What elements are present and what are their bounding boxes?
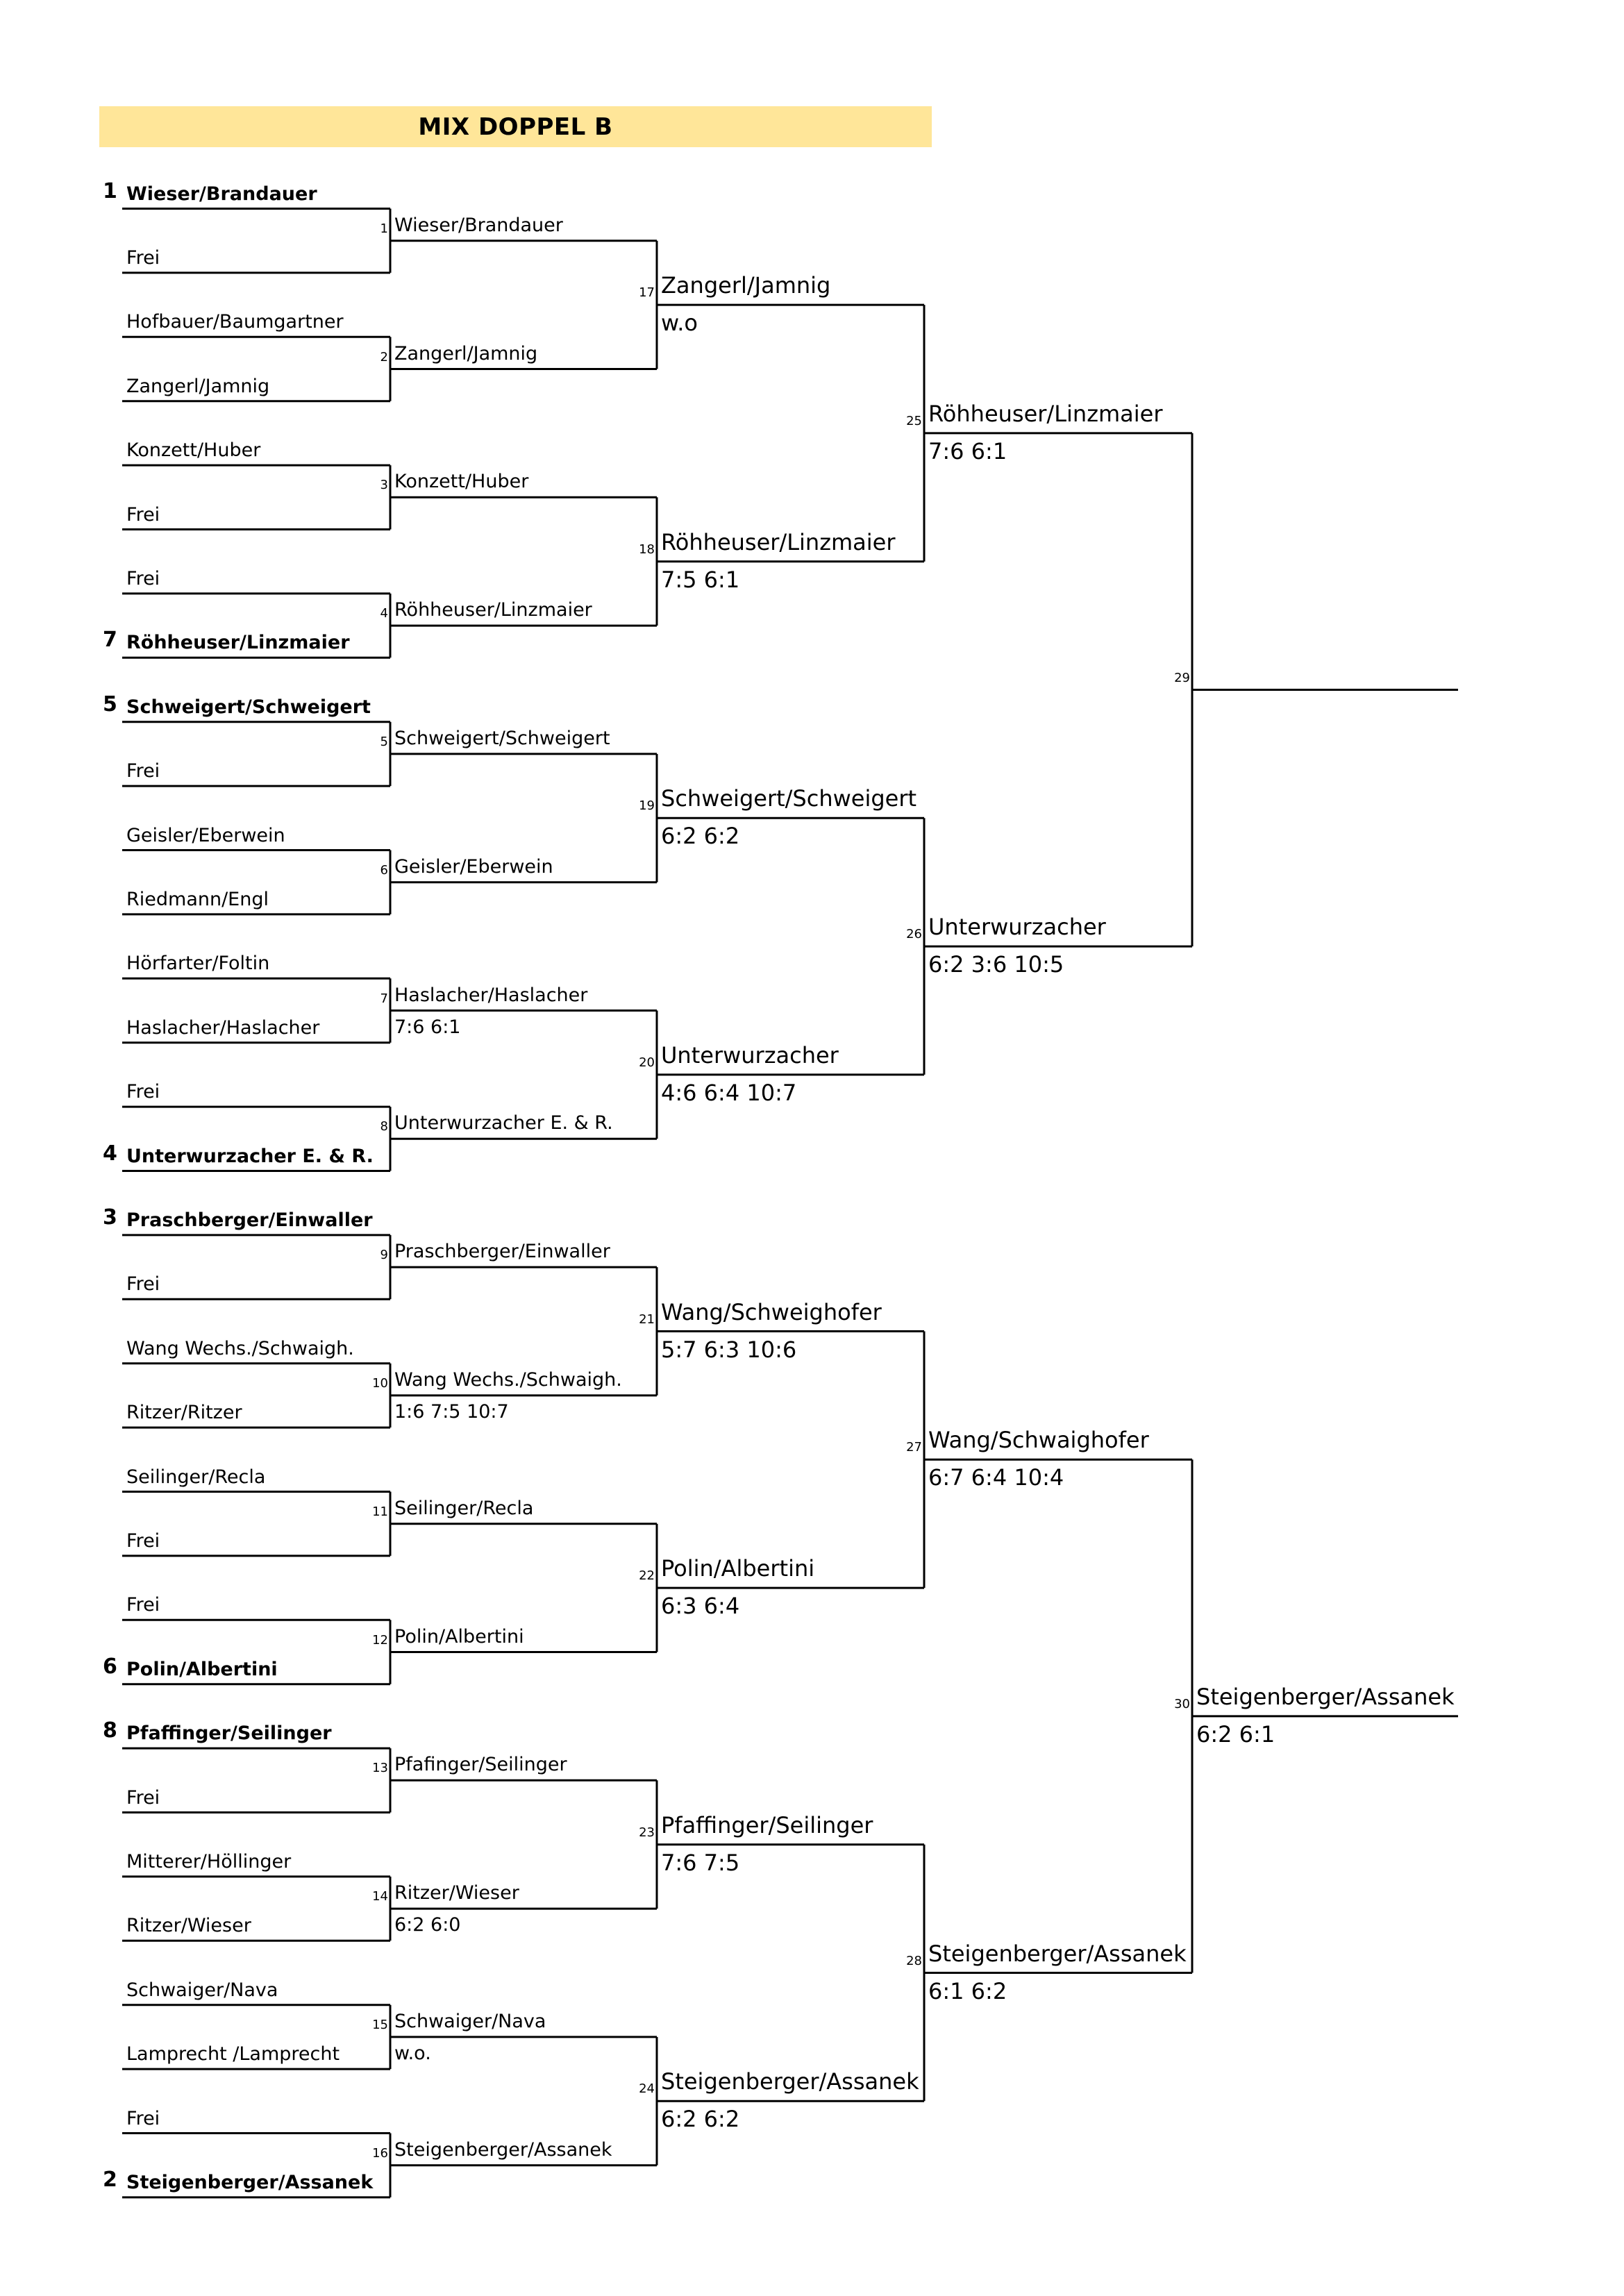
slot-name: Seilinger/Recla	[126, 1466, 266, 1488]
slot-name: Schweigert/Schweigert	[126, 696, 371, 718]
winner-name: Unterwurzacher	[928, 914, 1106, 941]
slot-name: Frei	[126, 1530, 160, 1552]
match-number: 22	[639, 1568, 655, 1584]
slot-name: Frei	[126, 503, 160, 526]
winner-name: Steigenberger/Assanek	[1196, 1683, 1455, 1710]
winner-name: Röhheuser/Linzmaier	[928, 400, 1163, 427]
match-number: 16	[372, 2145, 388, 2161]
winner-name: Polin/Albertini	[661, 1555, 815, 1582]
slot-name: Hofbauer/Baumgartner	[126, 311, 344, 333]
winner-name: Polin/Albertini	[394, 1625, 524, 1648]
winner-name: Schweigert/Schweigert	[394, 727, 610, 749]
match-number: 3	[380, 478, 388, 493]
seed-number: 5	[103, 692, 117, 717]
match-score: w.o	[661, 310, 698, 337]
match-score: 6:2 6:2	[661, 2106, 740, 2133]
match-number: 24	[639, 2081, 655, 2097]
match-score: 4:6 6:4 10:7	[661, 1079, 797, 1106]
winner-name: Pfaffinger/Seilinger	[661, 1811, 873, 1838]
match-number: 27	[906, 1440, 922, 1455]
winner-name: Röhheuser/Linzmaier	[394, 599, 592, 621]
winner-name: Konzett/Huber	[394, 471, 529, 493]
bracket-title: MIX DOPPEL B	[418, 112, 613, 141]
winner-name: Geisler/Eberwein	[394, 855, 553, 878]
seed-number: 2	[103, 2167, 117, 2192]
slot-name: Wieser/Brandauer	[126, 183, 317, 205]
match-number: 4	[380, 606, 388, 621]
match-number: 23	[639, 1825, 655, 1840]
winner-name: Pfafinger/Seilinger	[394, 1754, 567, 1776]
winner-name: Röhheuser/Linzmaier	[661, 528, 896, 555]
match-number: 30	[1174, 1696, 1190, 1711]
slot-name: Frei	[126, 760, 160, 782]
match-number: 6	[380, 862, 388, 878]
seed-number: 8	[103, 1718, 117, 1743]
slot-name: Röhheuser/Linzmaier	[126, 632, 350, 654]
slot-name: Mitterer/Höllinger	[126, 1850, 292, 1872]
match-score: 5:7 6:3 10:6	[661, 1336, 797, 1363]
match-score: 6:2 6:0	[394, 1914, 461, 1936]
slot-name: Ritzer/Wieser	[126, 1915, 251, 1937]
match-score: 6:2 6:1	[1196, 1720, 1275, 1748]
match-number: 11	[372, 1504, 388, 1519]
winner-name: Wieser/Brandauer	[394, 214, 563, 236]
winner-name: Wang/Schweighofer	[661, 1298, 882, 1325]
winner-name: Steigenberger/Assanek	[928, 1940, 1187, 1967]
slot-name: Polin/Albertini	[126, 1658, 278, 1680]
slot-name: Hörfarter/Foltin	[126, 953, 270, 975]
match-number: 21	[639, 1312, 655, 1327]
slot-name: Geisler/Eberwein	[126, 824, 285, 846]
match-number: 18	[639, 542, 655, 557]
winner-name: Zangerl/Jamnig	[394, 342, 538, 364]
slot-name: Frei	[126, 1273, 160, 1296]
match-number: 14	[372, 1889, 388, 1904]
match-number: 7	[380, 991, 388, 1006]
winner-name: Schwaiger/Nava	[394, 2010, 546, 2032]
match-number: 13	[372, 1761, 388, 1776]
winner-name: Praschberger/Einwaller	[394, 1241, 610, 1263]
slot-name: Haslacher/Haslacher	[126, 1016, 320, 1039]
match-score: w.o.	[394, 2042, 431, 2064]
winner-name: Steigenberger/Assanek	[661, 2068, 919, 2095]
seed-number: 3	[103, 1205, 117, 1230]
match-score: 7:6 7:5	[661, 1849, 740, 1876]
match-score: 6:2 6:2	[661, 823, 740, 850]
match-number: 15	[372, 2017, 388, 2032]
winner-name: Haslacher/Haslacher	[394, 984, 588, 1006]
match-number: 9	[380, 1248, 388, 1263]
slot-name: Frei	[126, 246, 160, 269]
winner-name: Unterwurzacher E. & R.	[394, 1112, 613, 1134]
match-number: 2	[380, 349, 388, 364]
slot-name: Steigenberger/Assanek	[126, 2171, 374, 2193]
seed-number: 4	[103, 1141, 117, 1166]
match-score: 6:7 6:4 10:4	[928, 1464, 1064, 1491]
slot-name: Frei	[126, 2107, 160, 2129]
match-score: 1:6 7:5 10:7	[394, 1400, 509, 1423]
seed-number: 1	[103, 178, 117, 203]
slot-name: Praschberger/Einwaller	[126, 1209, 373, 1231]
match-score: 6:1 6:2	[928, 1977, 1007, 2004]
slot-name: Frei	[126, 567, 160, 589]
match-number: 1	[380, 221, 388, 236]
slot-name: Pfaffinger/Seilinger	[126, 1723, 332, 1745]
match-score: 7:5 6:1	[661, 566, 740, 593]
slot-name: Schwaiger/Nava	[126, 1979, 278, 2001]
winner-name: Wang/Schwaighofer	[928, 1427, 1149, 1454]
slot-name: Riedmann/Engl	[126, 888, 269, 910]
slot-name: Frei	[126, 1786, 160, 1809]
slot-name: Konzett/Huber	[126, 439, 261, 462]
seed-number: 6	[103, 1654, 117, 1679]
slot-name: Wang Wechs./Schwaigh.	[126, 1337, 354, 1359]
match-score: 7:6 6:1	[394, 1016, 461, 1038]
winner-name: Zangerl/Jamnig	[661, 272, 831, 299]
match-number: 28	[906, 1953, 922, 1968]
slot-name: Frei	[126, 1081, 160, 1103]
winner-name: Steigenberger/Assanek	[394, 2138, 612, 2161]
winner-name: Ritzer/Wieser	[394, 1882, 519, 1904]
slot-name: Lamprecht /Lamprecht	[126, 2043, 340, 2065]
match-number: 29	[1174, 670, 1190, 685]
slot-name: Ritzer/Ritzer	[126, 1402, 242, 1424]
match-number: 12	[372, 1632, 388, 1648]
winner-name: Schweigert/Schweigert	[661, 785, 917, 812]
match-number: 17	[639, 285, 655, 301]
match-score: 6:2 3:6 10:5	[928, 951, 1064, 978]
winner-name: Wang Wechs./Schwaigh.	[394, 1368, 622, 1391]
winner-name: Unterwurzacher	[661, 1041, 839, 1069]
slot-name: Frei	[126, 1594, 160, 1616]
match-number: 25	[906, 413, 922, 428]
seed-number: 7	[103, 628, 117, 653]
match-number: 10	[372, 1375, 388, 1391]
match-number: 19	[639, 798, 655, 814]
match-number: 8	[380, 1119, 388, 1134]
match-score: 6:3 6:4	[661, 1593, 740, 1620]
slot-name: Unterwurzacher E. & R.	[126, 1145, 374, 1167]
winner-name: Seilinger/Recla	[394, 1497, 534, 1519]
match-number: 20	[639, 1055, 655, 1070]
slot-name: Zangerl/Jamnig	[126, 375, 270, 397]
match-score: 7:6 6:1	[928, 437, 1007, 464]
match-number: 5	[380, 734, 388, 749]
match-number: 26	[906, 927, 922, 942]
